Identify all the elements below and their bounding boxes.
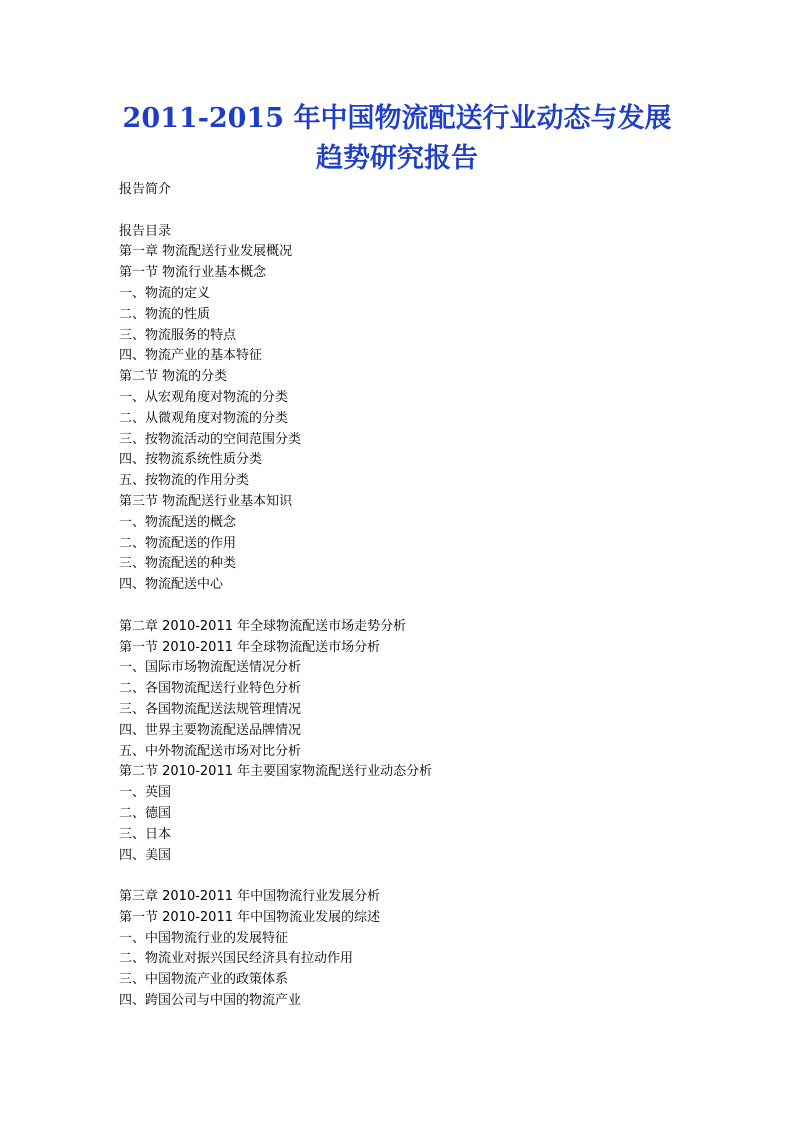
toc-item: 二、各国物流配送行业特色分析: [119, 681, 302, 697]
toc-item: 一、从宏观角度对物流的分类: [119, 389, 289, 405]
section-heading: 第一节 2010-2011 年全球物流配送市场分析: [119, 639, 381, 655]
toc-item: 三、物流服务的特点: [119, 327, 237, 343]
toc-item: 一、物流的定义: [119, 285, 211, 301]
toc-label: 报告目录: [119, 223, 172, 239]
toc-item: 四、美国: [119, 847, 172, 863]
blank-line: [119, 866, 719, 887]
toc-item: 二、物流业对振兴国民经济具有拉动作用: [119, 951, 354, 967]
toc-item: 一、国际市场物流配送情况分析: [119, 660, 302, 676]
toc-item: 三、物流配送的种类: [119, 556, 237, 572]
chapter-heading: 第三章 2010-2011 年中国物流行业发展分析: [119, 889, 381, 905]
toc-item: 五、中外物流配送市场对比分析: [119, 743, 302, 759]
section-heading: 第二节 物流的分类: [119, 369, 228, 385]
toc-item: 四、物流配送中心: [119, 577, 224, 593]
blank-line: [119, 596, 719, 617]
section-heading: 第一节 2010-2011 年中国物流业发展的综述: [119, 909, 381, 925]
report-title-line-1: 2011-2015 年中国物流配送行业动态与发展: [122, 103, 672, 134]
chapter-heading: 第二章 2010-2011 年全球物流配送市场走势分析: [119, 618, 407, 634]
section-heading: 第一节 物流行业基本概念: [119, 265, 267, 281]
toc-item: 三、按物流活动的空间范围分类: [119, 431, 302, 447]
toc-item: 四、跨国公司与中国的物流产业: [119, 993, 302, 1009]
toc-item: 二、德国: [119, 805, 172, 821]
intro-label: 报告简介: [119, 182, 172, 197]
toc-item: 二、物流的性质: [119, 306, 211, 322]
report-title-line-2: 趋势研究报告: [316, 143, 478, 174]
toc-item: 一、物流配送的概念: [119, 514, 237, 530]
toc-item: 三、各国物流配送法规管理情况: [119, 701, 302, 717]
toc-item: 三、中国物流产业的政策体系: [119, 972, 289, 988]
report-body: [119, 180, 719, 1012]
toc-item: 二、物流配送的作用: [119, 535, 237, 551]
toc-item: 二、从微观角度对物流的分类: [119, 410, 289, 426]
toc-item: 五、按物流的作用分类: [119, 473, 250, 489]
toc-item: 四、按物流系统性质分类: [119, 452, 263, 468]
chapter-heading: 第一章 物流配送行业发展概况: [119, 244, 293, 260]
toc-item: 一、中国物流行业的发展特征: [119, 930, 289, 946]
section-heading: 第三节 物流配送行业基本知识: [119, 493, 293, 509]
toc-item: 一、英国: [119, 785, 172, 801]
toc-item: 四、物流产业的基本特征: [119, 348, 263, 364]
toc-item: 三、日本: [119, 826, 172, 842]
section-heading: 第二节 2010-2011 年主要国家物流配送行业动态分析: [119, 764, 433, 780]
toc-item: 四、世界主要物流配送品牌情况: [119, 722, 302, 738]
blank-line: [119, 201, 719, 222]
